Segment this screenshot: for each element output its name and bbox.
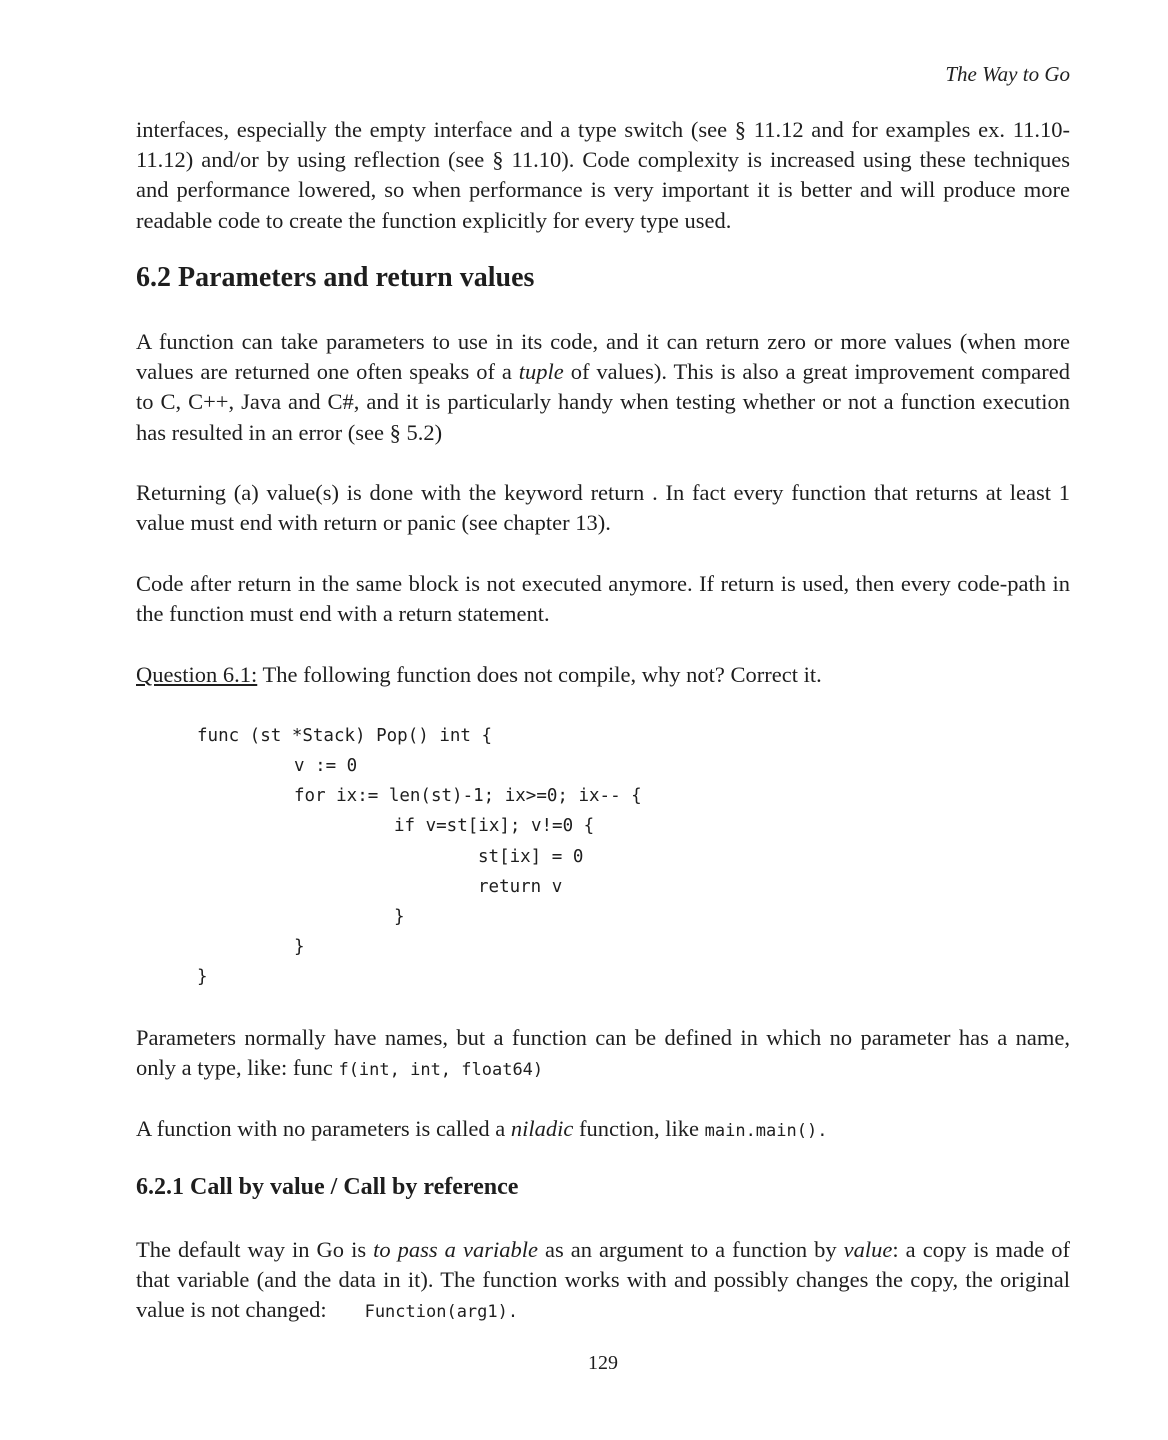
- paragraph-returning-values: Returning (a) value(s) is done with the keyword return . In fact every function that returns at least 1 value must end with return or panic (see chapter 13).: [136, 480, 1070, 536]
- intro-paragraph: interfaces, especially the empty interface and a type switch (see § 11.12 and for examples ex. 11.10-11.12) and/or by using reflection (see § 11.10). Code complexity is increased using these techniques and performance lowered, so when performance is very important it is better and will produce more readable code to create the function explicitly for every type used.: [136, 117, 1070, 233]
- paragraph-call-by-value: The default way in Go is to pass a variable as an argument to a function by value: a copy is made of that variable (and the data in it). The function works with and possibly changes the copy, the original value is not changed: Function(arg1).: [136, 1237, 1070, 1323]
- inline-code: main.main().: [704, 1121, 828, 1141]
- italic-term-value: value: [843, 1237, 893, 1262]
- subsection-heading: 6.2.1 Call by value / Call by reference: [136, 1174, 519, 1200]
- code-line: func (st *Stack) Pop() int {: [197, 726, 493, 746]
- code-line: }: [294, 937, 305, 957]
- inline-code: Function(arg1).: [364, 1302, 519, 1323]
- code-line: v := 0: [294, 756, 358, 776]
- paragraph-code-after-return: Code after return in the same block is not executed anymore. If return is used, then every code-path in the function must end with a return statement.: [136, 571, 1070, 627]
- question-label: Question 6.1:: [136, 662, 258, 687]
- paragraph-niladic: A function with no parameters is called a niladic function, like main.main().: [136, 1116, 828, 1141]
- code-line: st[ix] = 0: [478, 847, 584, 867]
- page-number: 129: [588, 1352, 618, 1374]
- paragraph-function-parameters: A function can take parameters to use in its code, and it can return zero or more values (when more values are returned one often speaks of a tuple of values). This is also a great improvement compared to C, C++, Java and C#, and it is particularly handy when testing whether or not a function execution has resulted in an error (see § 5.2): [136, 329, 1070, 445]
- section-heading: 6.2 Parameters and return values: [136, 262, 535, 293]
- code-line: for ix:= len(st)-1; ix>=0; ix-- {: [294, 786, 642, 806]
- question-paragraph: Question 6.1: The following function does not compile, why not? Correct it.: [136, 662, 822, 687]
- italic-term-niladic: niladic: [510, 1116, 574, 1141]
- code-line: }: [197, 967, 208, 987]
- italic-term-tuple: tuple: [518, 359, 564, 385]
- running-head: The Way to Go: [945, 62, 1070, 86]
- code-line: }: [394, 907, 405, 927]
- inline-code: f(int, int, float64): [338, 1060, 544, 1081]
- code-line: return v: [478, 877, 563, 897]
- code-line: if v=st[ix]; v!=0 {: [394, 816, 595, 836]
- paragraph-unnamed-parameters: Parameters normally have names, but a function can be defined in which no parameter has a name, only a type, like: func f(int, int, float64): [136, 1025, 1070, 1081]
- italic-phrase: to pass a variable: [373, 1237, 538, 1262]
